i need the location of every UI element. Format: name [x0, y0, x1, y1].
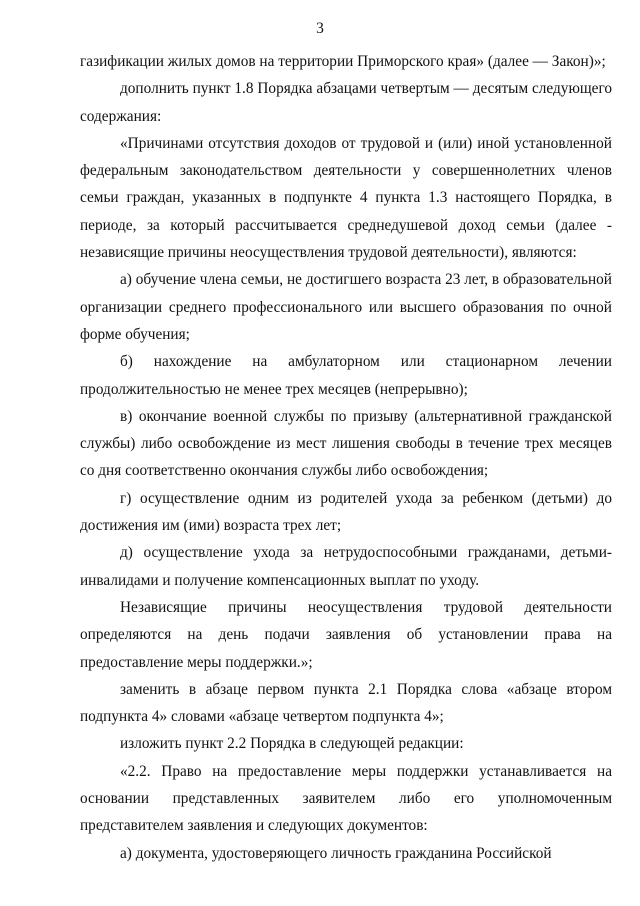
list-item-v: в) окончание военной службы по призыву (альтернативной гражданской службы) либо освобождение из мест лишения свободы в течение трех месяцев со дня соответственно окончания службы либо освобождения; [80, 407, 612, 480]
document-body [80, 48, 612, 867]
list-item-a: а) обучение члена семьи, не достигшего возраста 23 лет, в образовательной организации среднего профессионального или высшего образования по очной форме обучения; [80, 271, 612, 343]
paragraph-2-2-text: «2.2. Право на предоставление меры поддержки устанавливается на основании представленных заявителем либо его уполномоченным представителем заявления и следующих документов: [80, 762, 612, 835]
paragraph-reasons: «Причинами отсутствия доходов от трудовой и (или) иной установленной федеральным законодательством деятельности у совершеннолетних членов семьи граждан, указанных в подпункте 4 пункта 1.3 настоящего Порядка, в периоде, за который рассчитывается среднедушевой доход семьи (далее - независящие причины неосуществления трудовой деятельности), являются: [80, 134, 612, 262]
paragraph-amend-2-2: изложить пункт 2.2 Порядка в следующей редакции: [120, 735, 464, 753]
paragraph-intro-continuation: газификации жилых домов на территории Приморского края» (далее — Закон)»; [80, 53, 606, 70]
list-item-d: д) осуществление ухода за нетрудоспособными гражданами, детьми-инвалидами и получение компенсационных выплат по уходу. [80, 544, 612, 589]
list-item-b: б) нахождение на амбулаторном или стационарном лечении продолжительностью не менее трех месяцев (непрерывно); [80, 353, 612, 398]
page-number: 3 [316, 20, 324, 37]
paragraph-amend-1-8: дополнить пункт 1.8 Порядка абзацами четвертым — десятым следующего содержания: [80, 80, 612, 125]
list-item-g: г) осуществление одним из родителей ухода за ребенком (детьми) до достижения им (ими) возраста трех лет; [80, 489, 612, 535]
paragraph-independent-reasons: Независящие причины неосуществления трудовой деятельности определяются на день подачи заявления об установлении права на предоставление меры поддержки.»; [80, 598, 612, 671]
paragraph-amend-2-1: заменить в абзаце первом пункта 2.1 Порядка слова «абзаце втором подпункта 4» словами «абзаце четвертом подпункта 4»; [80, 680, 612, 726]
list-item-a-documents: а) документа, удостоверяющего личность гражданина Российской [120, 844, 552, 862]
